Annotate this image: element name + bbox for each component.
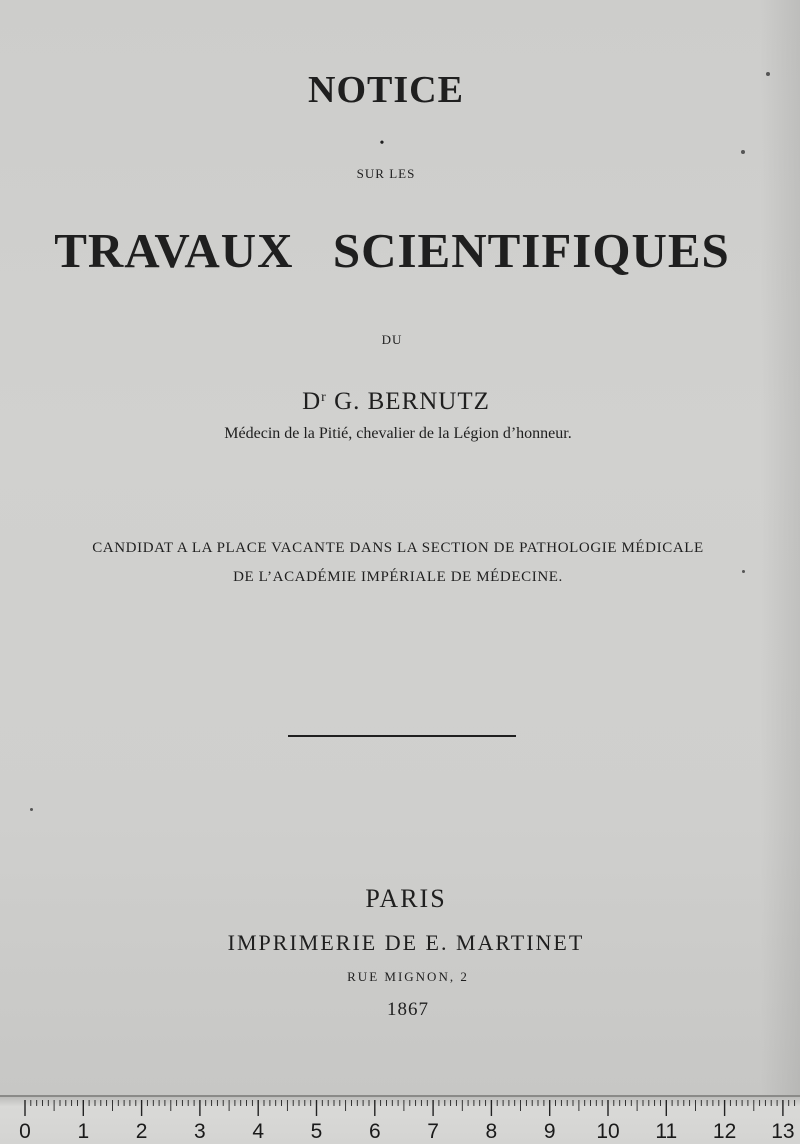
- paper-speck: [741, 150, 745, 154]
- publication-city: PARIS: [365, 884, 447, 913]
- author-prefix-superscript: r: [321, 390, 327, 405]
- paper-speck: [30, 808, 33, 811]
- ruler-label: 4: [252, 1120, 265, 1143]
- ruler-label: 13: [771, 1120, 795, 1143]
- author-prefix: D: [302, 388, 322, 415]
- ruler-label: 8: [485, 1120, 498, 1143]
- author-role: Médecin de la Pitié, chevalier de la Légion d’honneur.: [224, 425, 572, 442]
- author-name-text: G. BERNUTZ: [334, 388, 490, 415]
- ruler-label: 10: [596, 1120, 620, 1143]
- preposition-du: DU: [381, 332, 403, 347]
- candidacy-line-2: DE L’ACADÉMIE IMPÉRIALE DE MÉDECINE.: [233, 569, 563, 585]
- ruler-label: 1: [77, 1120, 90, 1143]
- horizontal-rule: [288, 735, 516, 737]
- paper-speck: [766, 72, 770, 76]
- main-title: TRAVAUX SCIENTIFIQUES: [54, 223, 730, 278]
- candidacy-line-1: CANDIDAT A LA PLACE VACANTE DANS LA SECTION DE PATHOLOGIE MÉDICALE: [92, 540, 704, 556]
- ruler-label: 5: [310, 1120, 323, 1143]
- paper-speck: [742, 570, 745, 573]
- publication-year: 1867: [387, 999, 429, 1020]
- ruler-label: 0: [19, 1120, 31, 1143]
- printer-name: IMPRIMERIE DE E. MARTINET: [227, 930, 585, 955]
- preposition-sur-les: SUR LES: [356, 166, 416, 181]
- ruler-label: 2: [135, 1120, 148, 1143]
- ornament-dot: •: [379, 136, 385, 151]
- ruler-label: 6: [368, 1120, 381, 1143]
- ruler-label: 12: [712, 1120, 737, 1143]
- title-notice: NOTICE: [308, 69, 464, 111]
- ruler-label: 9: [543, 1120, 556, 1143]
- printer-address: RUE MIGNON, 2: [347, 969, 469, 984]
- author-name: [0, 388, 796, 416]
- ruler-label: 7: [427, 1120, 439, 1143]
- ruler-label: 11: [655, 1120, 678, 1143]
- ruler-label: 3: [194, 1120, 206, 1143]
